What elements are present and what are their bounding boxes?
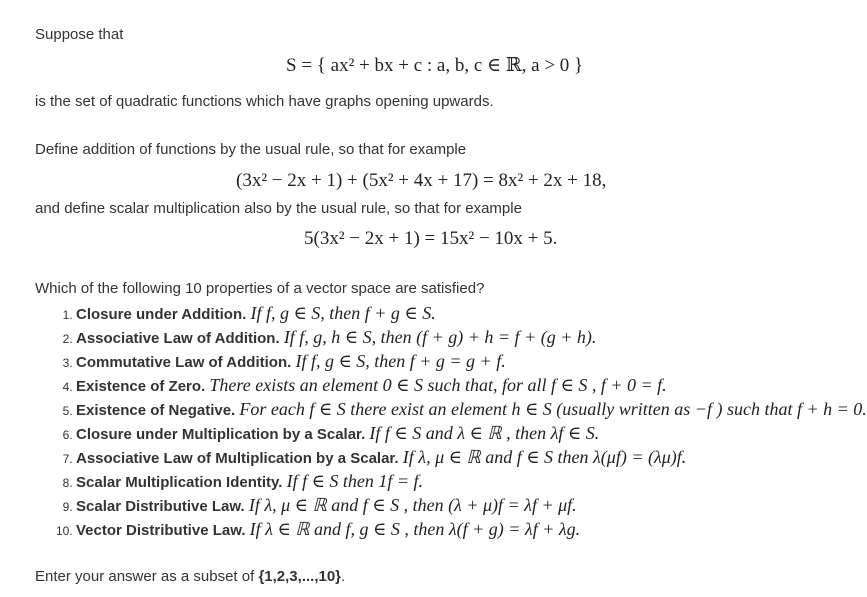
- set-definition: S = { ax² + bx + c : a, b, c ∈ ℝ, a > 0 }: [286, 55, 584, 76]
- set-description: is the set of quadratic functions which have graphs opening upwards.: [35, 93, 494, 110]
- answer-suffix: .: [341, 568, 346, 585]
- property-list: [48, 302, 867, 542]
- property-item: 6. Closure under Multiplication by a Scalar. If f ∈ S and λ ∈ ℝ , then λf ∈ S.: [76, 422, 867, 446]
- answer-prefix: Enter your answer as a subset of: [35, 568, 255, 585]
- question-text: Which of the following 10 properties of a vector space are satisfied?: [35, 280, 485, 297]
- addition-example: (3x² − 2x + 1) + (5x² + 4x + 17) = 8x² + 2x + 18,: [236, 170, 607, 191]
- scalar-text: and define scalar multiplication also by the usual rule, so that for example: [35, 200, 522, 217]
- property-item: 1. Closure under Addition. If f, g ∈ S, then f + g ∈ S.: [76, 302, 867, 326]
- intro-suppose: Suppose that: [35, 26, 124, 43]
- property-item: 5. Existence of Negative. For each f ∈ S there exist an element h ∈ S (usually written as −f ) such that f + h = 0.: [76, 398, 867, 422]
- addition-text: Define addition of functions by the usual rule, so that for example: [35, 141, 467, 158]
- property-item: 10. Vector Distributive Law. If λ ∈ ℝ and f, g ∈ S , then λ(f + g) = λf + λg.: [76, 518, 867, 542]
- answer-instructions: [35, 568, 345, 585]
- property-item: 7. Associative Law of Multiplication by a Scalar. If λ, μ ∈ ℝ and f ∈ S then λ(μf) = (λμ)f.: [76, 446, 867, 470]
- property-item: 3. Commutative Law of Addition. If f, g ∈ S, then f + g = g + f.: [76, 350, 867, 374]
- property-item: 2. Associative Law of Addition. If f, g, h ∈ S, then (f + g) + h = f + (g + h).: [76, 326, 867, 350]
- scalar-example: 5(3x² − 2x + 1) = 15x² − 10x + 5.: [304, 228, 558, 249]
- answer-set: {1,2,3,...,10}: [258, 568, 342, 585]
- property-item: 8. Scalar Multiplication Identity. If f ∈ S then 1f = f.: [76, 470, 867, 494]
- property-item: 4. Existence of Zero. There exists an element 0 ∈ S such that, for all f ∈ S , f + 0 = f.: [76, 374, 867, 398]
- property-item: 9. Scalar Distributive Law. If λ, μ ∈ ℝ and f ∈ S , then (λ + μ)f = λf + μf.: [76, 494, 867, 518]
